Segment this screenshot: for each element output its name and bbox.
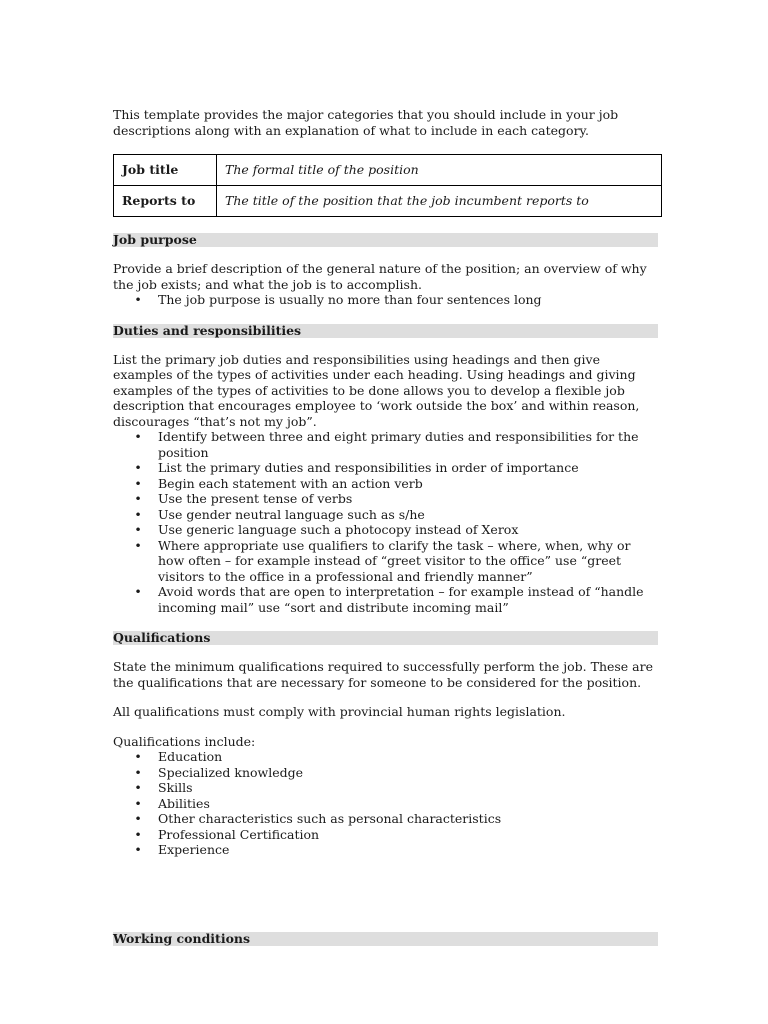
- bullet-icon: •: [134, 475, 142, 491]
- bullet-icon: •: [134, 764, 142, 780]
- job-title-value: The formal title of the position: [217, 155, 662, 186]
- qualifications-text-1: State the minimum qualifications required to successfully perform the job. These are the qualifications that are necessary for someone to be considered for the position.: [113, 659, 653, 690]
- list-item: • Avoid words that are open to interpretation – for example instead of “handle incoming mail” use “sort and distribute incoming mail”: [134, 584, 644, 615]
- bullet-icon: •: [134, 292, 142, 307]
- list-item: • The job purpose is usually no more than four sentences long: [134, 292, 542, 307]
- bullet-icon: •: [134, 795, 142, 811]
- bullet-icon: •: [134, 842, 142, 857]
- list-item: • Skills: [134, 780, 193, 795]
- bullet-icon: •: [134, 811, 142, 826]
- bullet-icon: •: [134, 506, 142, 522]
- qualifications-heading: Qualifications: [113, 631, 658, 645]
- bullet-icon: •: [134, 537, 142, 553]
- list-item: • Specialized knowledge: [134, 764, 304, 780]
- qualifications-list: [113, 749, 658, 858]
- list-item: • Use generic language such a photocopy instead of Xerox: [134, 522, 519, 537]
- table-row: [114, 155, 662, 186]
- list-item: • Begin each statement with an action verb: [134, 475, 423, 491]
- list-item: • List the primary duties and responsibilities in order of importance: [134, 460, 579, 475]
- job-info-table: [113, 154, 662, 217]
- list-item: • Abilities: [134, 795, 210, 811]
- list-item: • Education: [134, 749, 223, 764]
- duties-heading: Duties and responsibilities: [113, 324, 658, 338]
- qualifications-text-2: All qualifications must comply with provincial human rights legislation.: [113, 704, 566, 719]
- list-item: • Use the present tense of verbs: [134, 491, 353, 506]
- job-purpose-heading: Job purpose: [113, 233, 658, 247]
- working-conditions-heading: Working conditions: [113, 932, 658, 946]
- list-item: • Other characteristics such as personal characteristics: [134, 811, 502, 826]
- duties-list: [113, 429, 658, 615]
- bullet-icon: •: [134, 522, 142, 537]
- list-item: • Where appropriate use qualifiers to clarify the task – where, when, why or how often – for example instead of “greet visitor to the office” use “greet visitors to the office in a professional and friendly manner”: [134, 537, 631, 584]
- job-purpose-text: Provide a brief description of the general nature of the position; an overview of why the job exists; and what the job is to accomplish.: [113, 261, 647, 292]
- list-item: • Experience: [134, 842, 230, 857]
- bullet-icon: •: [134, 460, 142, 475]
- qualifications-text-3: Qualifications include:: [113, 733, 256, 749]
- job-title-label: Job title: [114, 155, 217, 186]
- bullet-icon: •: [134, 491, 142, 506]
- reports-to-label: Reports to: [114, 186, 217, 217]
- bullet-icon: •: [134, 780, 142, 795]
- job-purpose-list: [113, 292, 658, 308]
- document-body: [113, 107, 658, 946]
- bullet-icon: •: [134, 584, 142, 599]
- list-item: • Use gender neutral language such as s/he: [134, 506, 425, 522]
- bullet-icon: •: [134, 749, 142, 764]
- duties-text: List the primary job duties and responsibilities using headings and then give examples of the types of activities under each heading. Using headings and giving examples of the types of activities to be done allows you to develop a flexible job description that encourages employee to ‘work outside the box’ and within reason, discourages “that’s not my job”.: [113, 351, 640, 429]
- bullet-icon: •: [134, 429, 142, 444]
- bullet-icon: •: [134, 826, 142, 842]
- reports-to-value: The title of the position that the job incumbent reports to: [217, 186, 662, 217]
- list-item: • Identify between three and eight primary duties and responsibilities for the position: [134, 429, 639, 460]
- table-row: [114, 186, 662, 217]
- list-item: • Professional Certification: [134, 826, 320, 842]
- intro-paragraph: This template provides the major categories that you should include in your job descriptions along with an explanation of what to include in each category.: [113, 107, 619, 138]
